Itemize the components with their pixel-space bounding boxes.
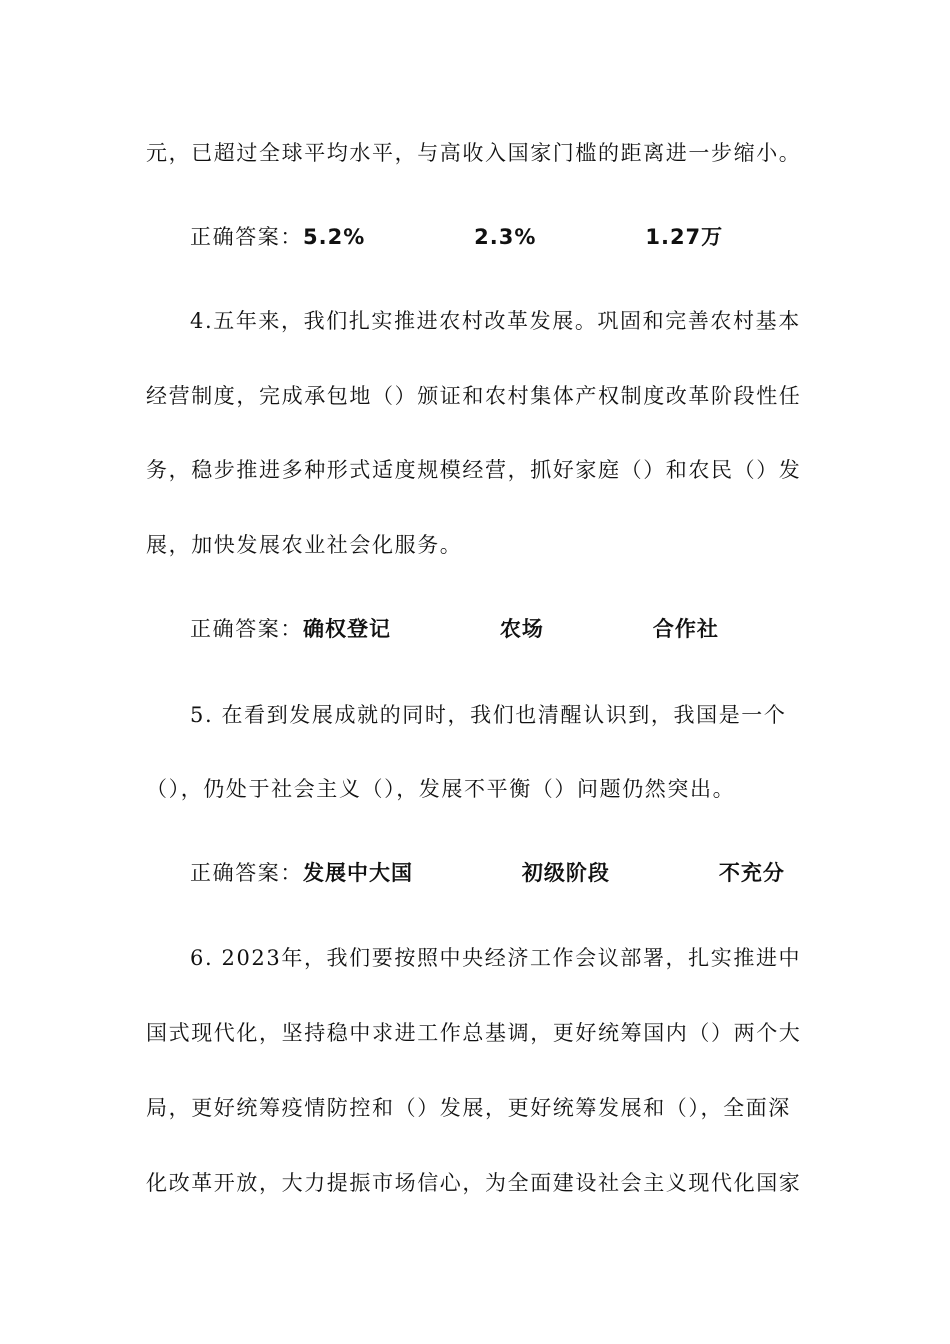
answer-label: 正确答案： <box>190 617 303 641</box>
question-4-line: 4.五年来，我们扎实推进农村改革发展。巩固和完善农村基本 <box>190 309 801 333</box>
question-5-line: 5. 在看到发展成就的同时，我们也清醒认识到，我国是一个 <box>190 703 787 727</box>
answer-value: 发展中大国 初级阶段 不充分 <box>303 861 785 885</box>
paragraph-line: 局，更好统筹疫情防控和（）发展，更好统筹发展和（），全面深 <box>146 1096 791 1120</box>
answer-line-4 <box>190 614 850 644</box>
paragraph-line: 化改革开放，大力提振市场信心，为全面建设社会主义现代化国家 <box>146 1171 802 1195</box>
paragraph-line: 务，稳步推进多种形式适度规模经营，抓好家庭（）和农民（）发 <box>146 458 802 482</box>
paragraph-line: 元，已超过全球平均水平，与高收入国家门槛的距离进一步缩小。 <box>146 141 802 165</box>
answer-label: 正确答案： <box>190 861 303 885</box>
answer-value: 确权登记 农场 合作社 <box>303 617 719 641</box>
answer-line-3 <box>190 222 850 252</box>
paragraph-line: 展，加快发展农业社会化服务。 <box>146 533 463 557</box>
question-6-line: 6. 2023年，我们要按照中央经济工作会议部署，扎实推进中 <box>190 946 802 970</box>
answer-label: 正确答案： <box>190 225 303 249</box>
paragraph-line: 国式现代化，坚持稳中求进工作总基调，更好统筹国内（）两个大 <box>146 1021 802 1045</box>
answer-value: 5.2% 2.3% 1.27万 <box>303 225 724 249</box>
answer-line-5 <box>190 858 850 888</box>
paragraph-line: 经营制度，完成承包地（）颁证和农村集体产权制度改革阶段性任 <box>146 384 802 408</box>
paragraph-line: （），仍处于社会主义（），发展不平衡（）问题仍然突出。 <box>146 777 736 801</box>
